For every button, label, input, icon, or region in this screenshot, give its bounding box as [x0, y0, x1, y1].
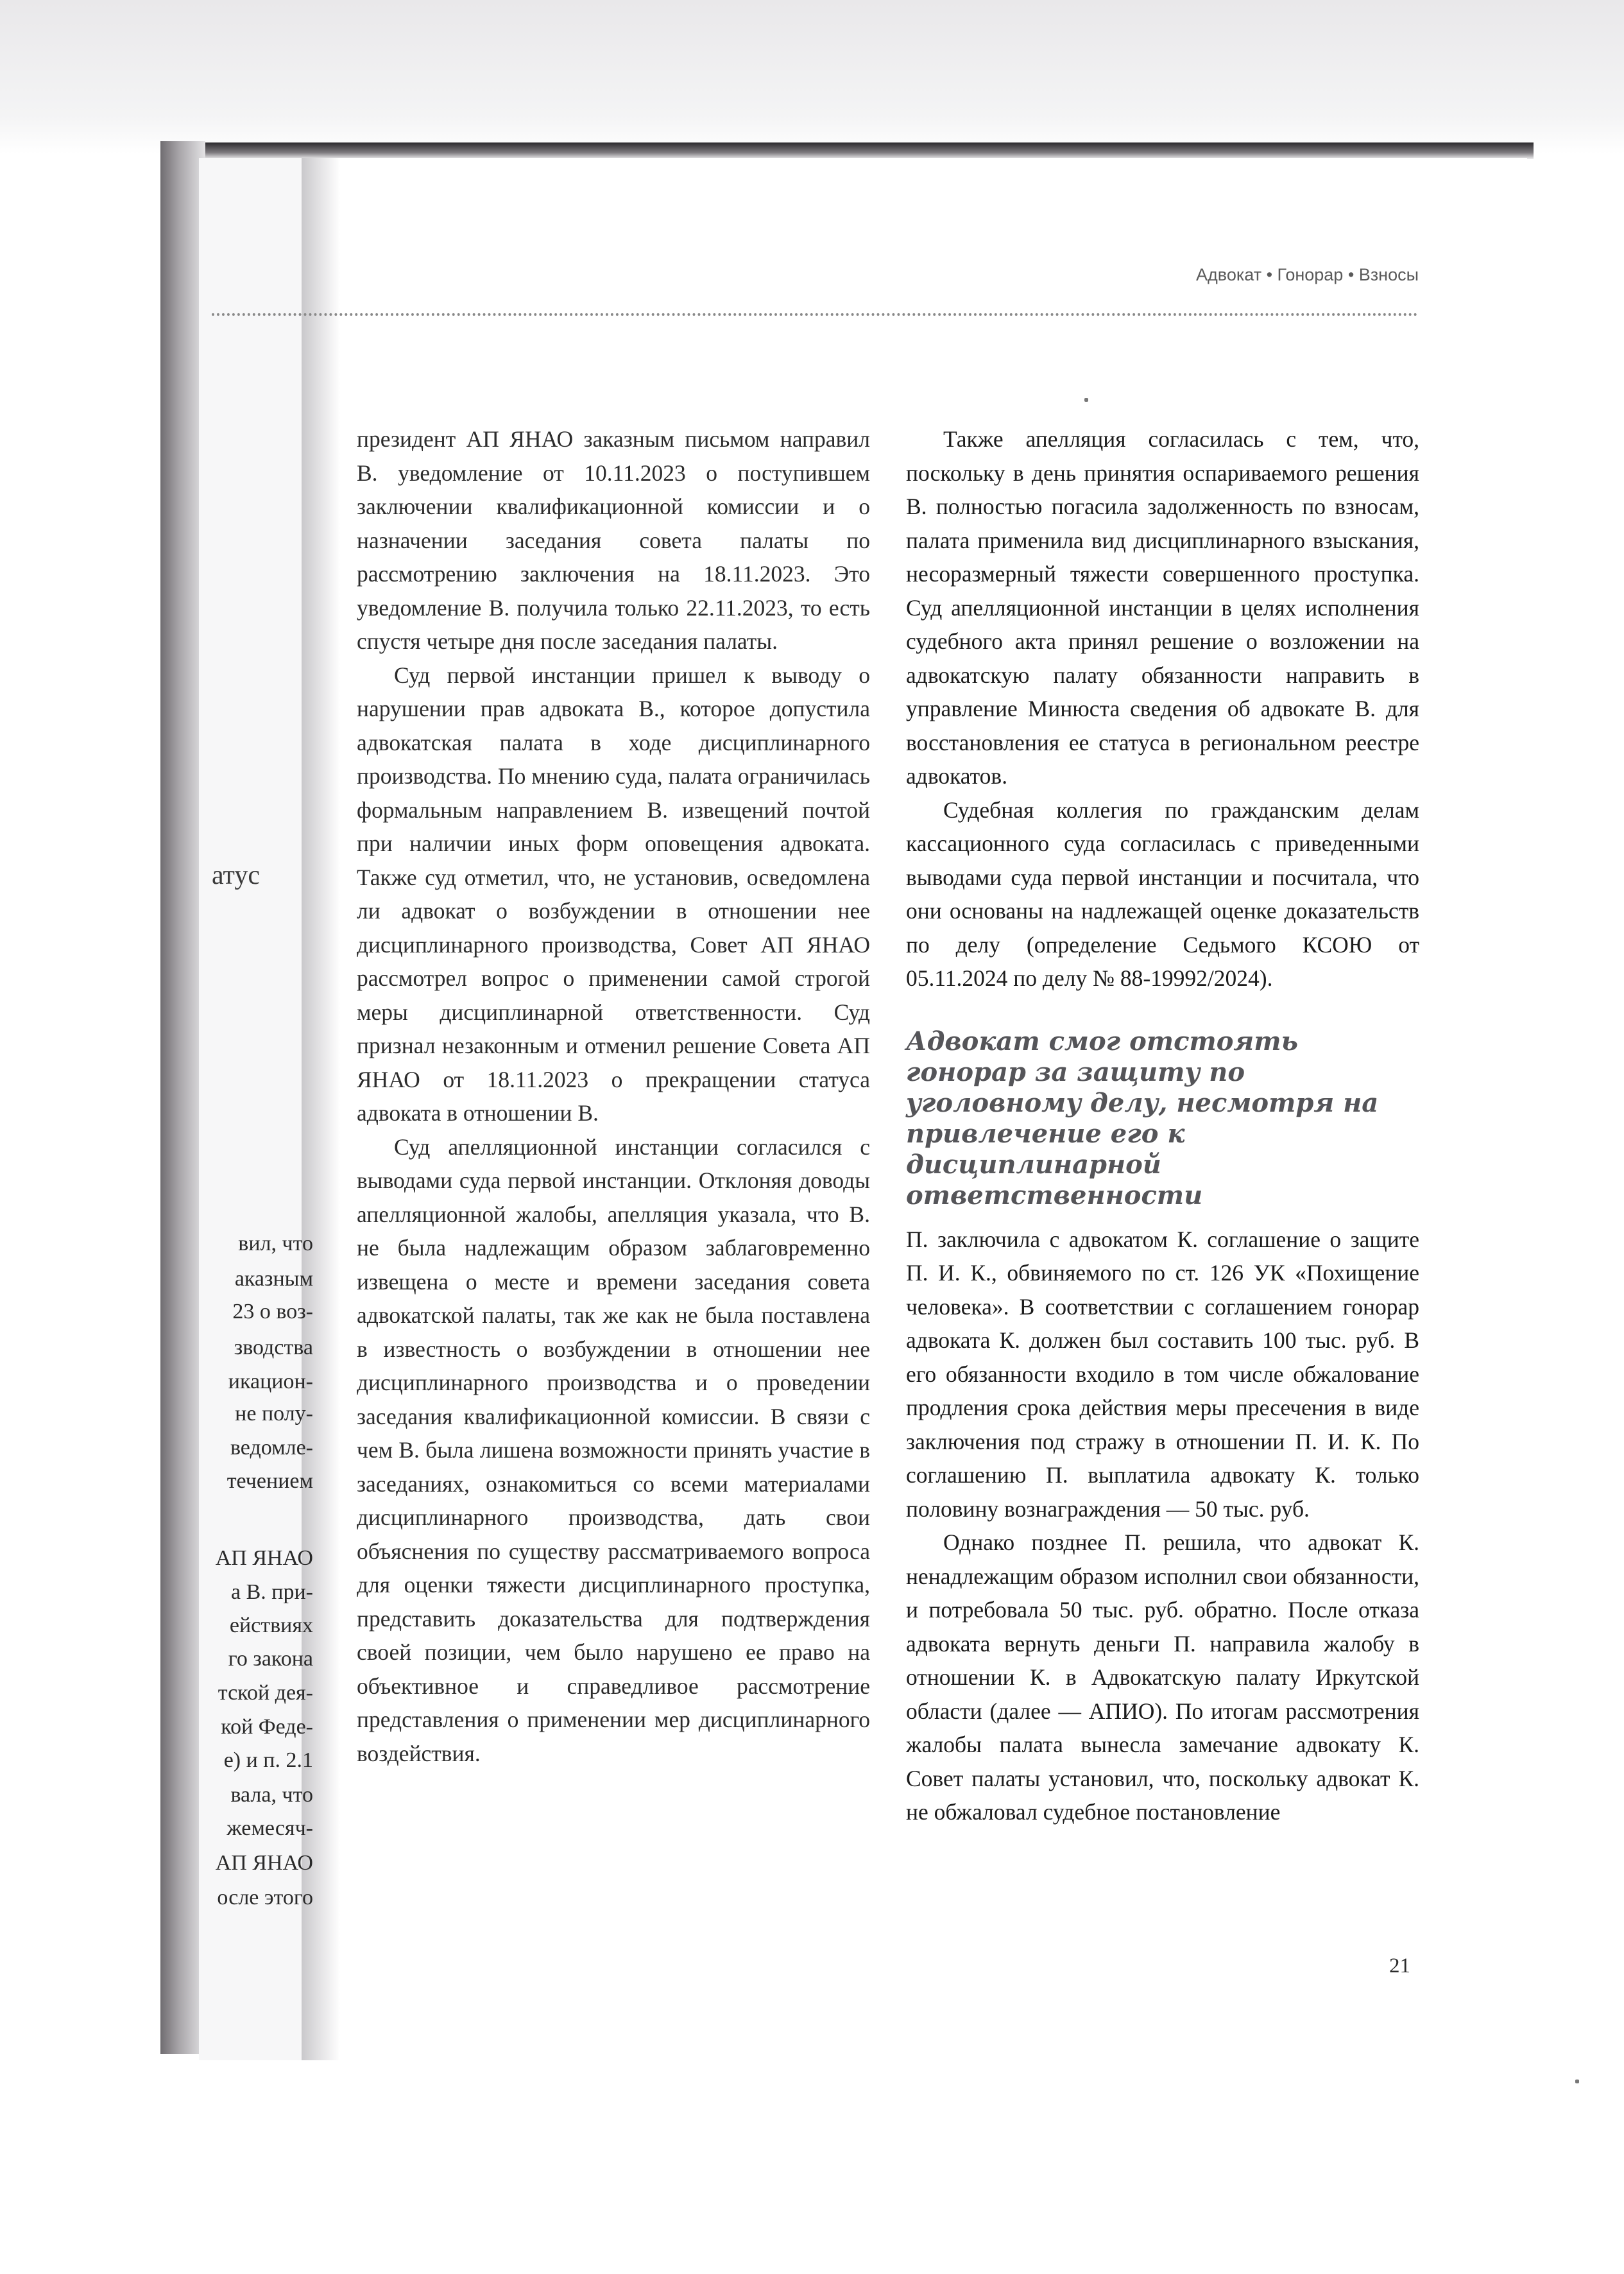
fragment-line: икацион-: [228, 1370, 313, 1393]
fragment-heading: атус: [212, 861, 260, 890]
fragment-line: не полу-: [235, 1402, 313, 1426]
right-column: [906, 422, 1419, 1829]
page-number: 21: [1389, 1954, 1410, 1977]
fragment-line: осле этого: [217, 1886, 313, 1909]
paragraph: Однако позднее П. решила, что адвокат К. ненадлежащим образом исполнил свои обязанности, и потребовала 50 тыс. руб. обратно. После отказа адвоката вернуть деньги П. направила жалобу в отношении К. в Адвокатскую палату Иркутской области (далее — АПИО). По итогам рассмотрения жалобы палата вынесла замечание адвокату К. Совет палаты установил, что, поскольку адвокат К. не обжаловал судебное постановление: [906, 1529, 1419, 1825]
fragment-line: жемесяч-: [227, 1816, 313, 1840]
paragraph: Суд первой инстанции пришел к выводу о нарушении прав адвоката В., которое допустила адвокатская палата в ходе дисциплинарного производства. По мнению суда, палата ограничилась формальным направлением В. извещений почтой при наличии иных форм оповещения адвоката. Также суд отметил, что, не установив, осведомлена ли адвокат о возбуждении в отношении нее дисциплинарного производства, Совет АП ЯНАО рассмотрел вопрос о применении самой строгой меры дисциплинарной ответственности. Суд признал незаконным и отменил решение Совета АП ЯНАО от 18.11.2023 о прекращении статуса адвоката в отношении В.: [357, 662, 870, 1126]
paragraph: Суд апелляционной инстанции согласился с выводами суда первой инстанции. Отклоняя доводы апелляционной жалобы, апелляция указала, что В. не была надлежащим образом заблаговременно извещена о месте и времени заседания совета адвокатской палаты, так же как не была поставлена в известность о возбуждении в отношении нее дисциплинарного производства и о проведении заседания квалификационной комиссии. В связи с чем В. была лишена возможности принять участие в заседаниях, ознакомиться со всеми материалами дисциплинарного производства, дать свои объяснения по существу рассматриваемого вопроса для оценки тяжести дисциплинарного проступка, представить доказательства для подтверждения своей позиции, чем было нарушено ее право на объективное и справедливое рассмотрение представления о применении мер дисциплинарного воздействия.: [357, 1133, 870, 1766]
fragment-line: аказным: [234, 1267, 313, 1291]
fragment-line: го закона: [228, 1647, 313, 1671]
fragment-line: течением: [227, 1469, 313, 1493]
left-column: [357, 422, 870, 1770]
fragment-line: е) и п. 2.1: [223, 1748, 313, 1772]
paragraph: Судебная коллегия по гражданским делам кассационного суда согласилась с приведенными выводами суда первой инстанции и посчитала, что они основаны на надлежащей оценке доказательств по делу (определение Седьмого КСОЮ от 05.11.2024 по делу № 88-19992/2024).: [906, 797, 1419, 991]
paragraph: президент АП ЯНАО заказным письмом направил В. уведомление от 10.11.2023 о поступившем заключении квалификационной комиссии и о назначении заседания совета палаты по рассмотрению заключения на 18.11.2023. Это уведомление В. получила только 22.11.2023, то есть спустя четыре дня после заседания палаты.: [357, 426, 870, 654]
fragment-line: тской дея-: [218, 1681, 313, 1705]
fragment-line: вил, что: [238, 1232, 313, 1255]
fragment-line: зводства: [234, 1336, 313, 1359]
header-divider: [212, 313, 1418, 316]
fragment-line: 23 о воз-: [232, 1300, 313, 1323]
fragment-line: АП ЯНАО: [215, 1851, 313, 1875]
fragment-line: АП ЯНАО: [215, 1546, 313, 1570]
page-top-shadow: [180, 142, 1534, 159]
scan-speck: [1084, 398, 1088, 402]
paragraph: Также апелляция согласилась с тем, что, поскольку в день принятия оспариваемого решения В. полностью погасила задолженность по взносам, палата применила вид дисциплинарного взыскания, несоразмерный тяжести совершенного проступка. Суд апелляционной инстанции в целях исполнения судебного акта принял решение о возложении на адвокатскую палату обязанности направить в управление Минюста сведения об адвокате В. для восстановления ее статуса в региональном реестре адвокатов.: [906, 426, 1419, 789]
fragment-line: ведомле-: [230, 1436, 313, 1460]
paragraph: П. заключила с адвокатом К. соглашение о защите П. И. К., обвиняемого по ст. 126 УК «Похищение человека». В соответствии с соглашением гонорар адвоката К. должен был составить 100 тыс. руб. В его обязанности входило в том числе обжалование продления срока действия меры пресечения в виде заключения под стражу в отношении П. И. К. По соглашению П. выплатила адвокату К. только половину вознаграждения — 50 тыс. руб.: [906, 1226, 1419, 1522]
fragment-line: ействиях: [229, 1614, 313, 1637]
fragment-line: кой Феде-: [221, 1715, 313, 1739]
section-heading: Адвокат смог отстоять гонорар за защиту по уголовному делу, несмотря на привлечение его к дисциплинарной ответственности: [906, 1026, 1379, 1210]
scan-speck: [1575, 2080, 1579, 2083]
fragment-line: а В. при-: [231, 1580, 313, 1604]
fragment-line: вала, что: [230, 1783, 313, 1807]
running-title: Адвокат • Гонорар • Взносы: [1196, 265, 1419, 284]
